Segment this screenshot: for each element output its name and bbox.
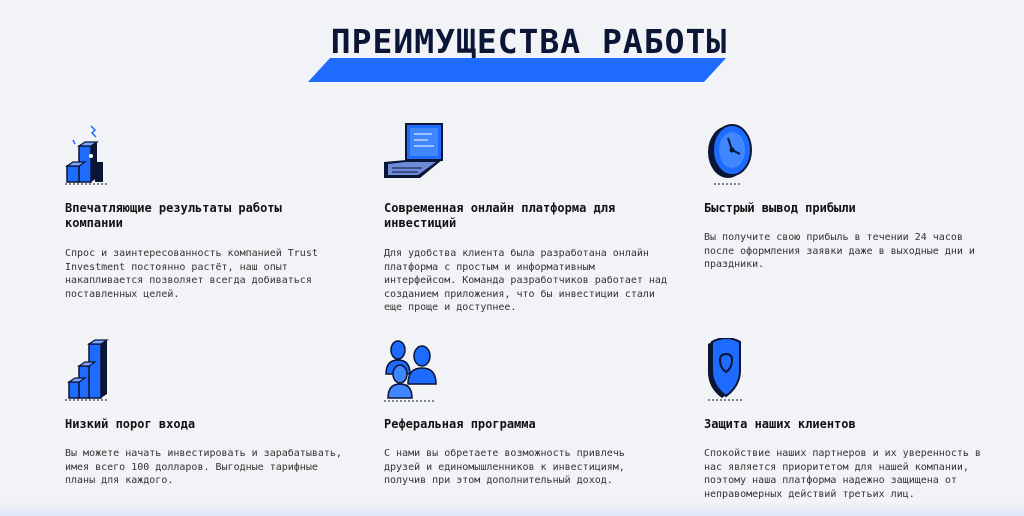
- feature-card-platform: [384, 122, 674, 312]
- card-text: Спрос и заинтересованность компанией Trust Investment постоянно растёт, наш опыт накапливается позволяет всегда добиваться поставленных целей.: [65, 248, 318, 300]
- card-title: Защита наших клиентов: [704, 417, 856, 431]
- card-title: Реферальная программа: [384, 417, 536, 431]
- card-title: Современная онлайн платформа для инвестиций: [384, 201, 616, 230]
- card-text: Спокойствие наших партнеров и их уверенность в нас является приоритетом для нашей компании, поэтому наша платформа надежно защищена от неправомерных действий третьих лиц.: [704, 448, 981, 500]
- card-title: Быстрый вывод прибыли: [704, 201, 856, 215]
- feature-card-low-entry: [65, 338, 355, 498]
- feature-card-referral: [384, 338, 674, 498]
- section-title: ПРЕИМУЩЕСТВА РАБОТЫ: [330, 22, 728, 61]
- stairs-chart-icon: [65, 338, 125, 408]
- shield-icon: [704, 338, 764, 408]
- card-title: Впечатляющие результаты работы компании: [65, 201, 282, 230]
- feature-card-payout: [704, 122, 994, 272]
- card-title: Низкий порог входа: [65, 417, 196, 431]
- card-text: Для удобства клиента была разработана онлайн платформа с простым и информативным интерфейсом. Команда разработчиков работает над созданием приложения, что бы инвестиции стали еще проще и доступнее.: [384, 248, 667, 313]
- clock-icon: [704, 122, 764, 192]
- bottom-gradient: [0, 502, 1024, 516]
- feature-card-results: [65, 122, 355, 302]
- card-text: Вы получите свою прибыль в течении 24 часов после оформления заявки даже в выходные дни и праздники.: [704, 232, 975, 270]
- people-icon: [384, 338, 444, 408]
- title-underline-stroke: [308, 58, 726, 82]
- card-text: Вы можете начать инвестировать и зарабатывать, имея всего 100 долларов. Выгодные тарифные планы для каждого.: [65, 448, 342, 486]
- bar-chart-growth-icon: [65, 122, 125, 192]
- feature-card-protection: [704, 338, 994, 508]
- laptop-icon: [384, 122, 444, 192]
- card-text: С нами вы обретаете возможность привлечь друзей и единомышленников к инвестициям, получив при этом дополнительный доход.: [384, 448, 625, 486]
- section-header: [0, 0, 1024, 90]
